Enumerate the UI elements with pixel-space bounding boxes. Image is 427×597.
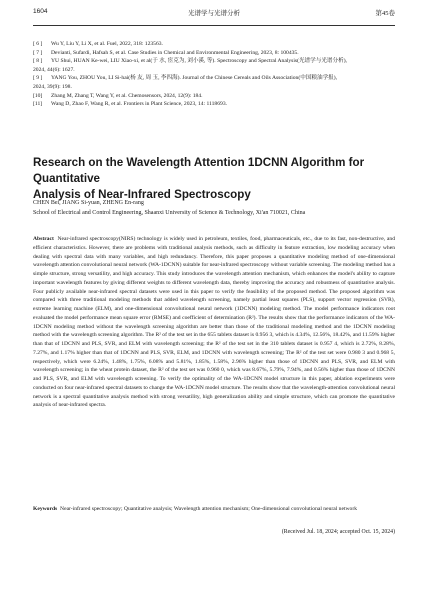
reference-number: [10] xyxy=(33,92,43,99)
reference-text: Devianti, Sufardi, Hafsah S, et al. Case Studies in Chemical and Environmental Engineering, 2023, 8: 100435. xyxy=(51,49,299,56)
reference-item xyxy=(33,100,395,109)
abstract-text: Near-infrared spectroscopy(NIRS) technology is widely used in petroleum, textiles, food, pharmaceuticals, etc., due to its fast, non-destructive, and efficient characteristics. However, there are problems with traditional analysis methods, such as difficulty in feature extraction, low modeling accuracy when dealing with spectral data with many variables, and high redundancy. Therefore, this paper proposes a quantitative modeling method of one-dimensional wavelength attention convolutional neural network (WA-1DCNN) suitable for near-infrared spectroscopy without variable screening. The modeling method has a simple structure, strong versatility, and high accuracy. This study introduces the wavelength attention mechanism, which enhances the model's ability to capture important wavelength features by giving different weights to different wavelength data, thereby improving the accuracy and robustness of quantitative analysis. Four publicly available near-infrared spectral datasets were used in this paper to verify the feasibility of the proposed method. The proposed algorithm was compared with three traditional modeling methods that added wavelength screening, namely partial least squares (PLS), support vector regression (SVR), extreme learning machine (ELM), and one-dimensional convolutional neural network (1DCNN) modeling method. The model performance indicators root evaluated the model performance mean square error (RMSE) and coefficient of determination (R²). The results show that the performance indicators of the WA-1DCNN modeling method without the wavelength screening algorithm are better than those of the traditional modeling method and the 1DCNN modeling method with the wavelength screening algorithm. The R² of the test set in the 655 tablets dataset is 0.956 3, which is 4.34%, 12.56%, 18.42%, and 11.59% higher than that of 1DCNN and PLS, SVR, and ELM with wavelength screening; the R² of the test set in the 310 tablets dataset is 0.957 4, which is 2.72%, 8.28%, 7.27%, and 1.17% higher than that of 1DCNN and PLS, SVR, ELM, and 1DCNN with wavelength screening; The R² of the test set were 0.980 3 and 0.968 5, respectively, which were 6.24%, 1.48%, 1.75%, 6.08% and 5.81%, 1.85%, 1.58%, 2.96% higher than those of 1DCNN and PLS, SVR, and ELM with wavelength screening; in the wheat protein dataset, the R² of the test set was 0.960 0, which was 8.67%, 5.79%, 7.94%, and 0.56% higher than those of 1DCNN and PLS, SVR, and ELM with wavelength screening. To verify the optimality of the WA-1DCNN model structure in this paper, ablation experiments were conducted on four near-infrared spectral datasets to change the WA-1DCNN model structure. The results show that the wavelength-attention convolutional neural network is a spectral quantitative analysis method with strong versatility, high generalization ability and simple structure, which can promote the quantitative analysis of near-infrared spectra. xyxy=(33,236,395,409)
header-rule xyxy=(33,25,395,26)
reference-continuation: 2024, 44(6): 1627. xyxy=(33,66,75,73)
reference-text: YU Shui, HUAN Ke-wei, LIU Xiao-xi, et al(于 水, 宦克为, 刘小溪, 等). Spectroscopy and Spectral Analysis(光谱学与光谱分析), xyxy=(51,58,347,65)
keywords-label: Keywords xyxy=(33,506,58,512)
affiliation: School of Electrical and Control Engineering, Shaanxi University of Science & Technology, Xi'an 710021, China xyxy=(33,210,306,216)
title-line-2: Analysis of Near-Infrared Spectroscopy xyxy=(33,188,251,201)
reference-item xyxy=(33,74,395,83)
abstract-section xyxy=(33,235,395,410)
reference-text: Wu Y, Liu Y, Li X, et al. Fuel, 2022, 318: 123563. xyxy=(51,41,163,47)
reference-item xyxy=(33,40,395,49)
reference-number: [ 9 ] xyxy=(33,75,43,82)
reference-number: [ 8 ] xyxy=(33,58,43,65)
reference-list xyxy=(33,40,395,109)
received-date: (Received Jul. 18, 2024; accepted Oct. 15, 2024) xyxy=(281,529,395,535)
journal-name: 光谱学与光谱分析 xyxy=(188,10,240,17)
reference-number: [11] xyxy=(33,101,43,108)
reference-text: Zhang M, Zhang T, Wang Y, et al. Chemosensors, 2024, 12(9): 184. xyxy=(51,92,203,99)
keywords-section xyxy=(33,505,395,514)
keywords-text: Near-infrared spectroscopy; Quantitative analysis; Wavelength attention mechanism; One-dimensional convolutional neural network xyxy=(60,506,358,512)
author-list: CHEN Bei, JIANG Si-yuan, ZHENG En-rang xyxy=(33,200,144,206)
title-line-1: Research on the Wavelength Attention 1DCNN Algorithm for Quantitative xyxy=(33,156,365,185)
volume-label: 第45卷 xyxy=(375,10,395,17)
page-header xyxy=(33,0,395,18)
reference-item xyxy=(33,57,395,66)
reference-item xyxy=(33,49,395,58)
reference-number: [ 7 ] xyxy=(33,49,43,56)
page-number: 1604 xyxy=(33,8,48,15)
reference-text: YANG You, ZHOU You, LI Si-hai(杨 友, 周 玉, 李四海). Journal of the Chinese Cereals and Oils Association(中国粮油学报), xyxy=(51,75,338,82)
reference-continuation: 2024, 39(9): 198. xyxy=(33,83,72,90)
reference-item xyxy=(33,92,395,101)
paper-title xyxy=(33,155,395,203)
reference-number: [ 6 ] xyxy=(33,41,43,47)
reference-text: Wang D, Zhao F, Wang R, et al. Frontiers in Plant Science, 2023, 14: 1118693. xyxy=(51,101,228,108)
abstract-label: Abstract xyxy=(33,236,54,242)
